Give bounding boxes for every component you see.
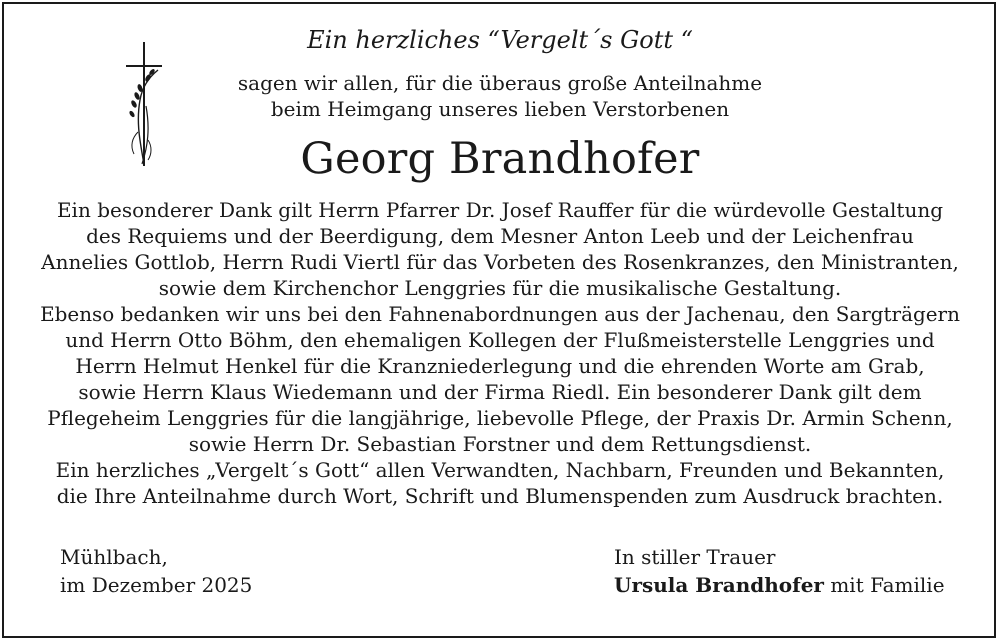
thanks-line: die Ihre Anteilnahme durch Wort, Schrift und Blumenspenden zum Ausdruck brachten. (56, 484, 944, 508)
signature-block (614, 543, 945, 599)
thanks-line: Ein herzliches „Vergelt´s Gott“ allen Verwandten, Nachbarn, Freunden und Bekannten, (55, 458, 945, 482)
thanks-line: Ebenso bedanken wir uns bei den Fahnenabordnungen aus der Jachenau, den Sargträgern (40, 302, 960, 326)
signatory-suffix: mit Familie (823, 573, 945, 597)
thanks-line: sowie Herrn Dr. Sebastian Forstner und dem Rettungsdienst. (188, 432, 812, 456)
date: im Dezember 2025 (60, 573, 253, 597)
intro-line: sagen wir allen, für die überaus große Anteilnahme (237, 71, 763, 95)
thanks-text (0, 197, 1000, 509)
place: Mühlbach, (60, 545, 168, 569)
thanks-line: Herrn Helmut Henkel für die Kranzniederlegung und die ehrenden Worte am Grab, (75, 354, 925, 378)
signatory-line (614, 571, 945, 599)
headline: Ein herzliches “Vergelt´s Gott “ (307, 26, 693, 54)
thanks-line: und Herrn Otto Böhm, den ehemaligen Kollegen der Flußmeisterstelle Lenggries und (65, 328, 935, 352)
thanks-line: Ein besonderer Dank gilt Herrn Pfarrer Dr. Josef Rauffer für die würdevolle Gestaltung (56, 198, 944, 222)
place-date-block (60, 543, 252, 599)
intro-line: beim Heimgang unseres lieben Verstorbenen (270, 97, 730, 121)
thanks-line: sowie dem Kirchenchor Lenggries für die musikalische Gestaltung. (158, 276, 842, 300)
thanks-line: Pflegeheim Lenggries für die langjährige, liebevolle Pflege, der Praxis Dr. Armin Schenn, (47, 406, 953, 430)
deceased-name: Georg Brandhofer (300, 134, 700, 184)
intro-text (0, 70, 1000, 122)
thanks-line: Annelies Gottlob, Herrn Rudi Viertl für das Vorbeten des Rosenkranzes, den Ministranten, (41, 250, 959, 274)
thanks-line: sowie Herrn Klaus Wiedemann und der Firma Riedl. Ein besonderer Dank gilt dem (78, 380, 922, 404)
signatory-name: Ursula Brandhofer (614, 573, 824, 597)
thanks-line: des Requiems und der Beerdigung, dem Mesner Anton Leeb und der Leichenfrau (86, 224, 914, 248)
mourning-label: In stiller Trauer (614, 545, 776, 569)
